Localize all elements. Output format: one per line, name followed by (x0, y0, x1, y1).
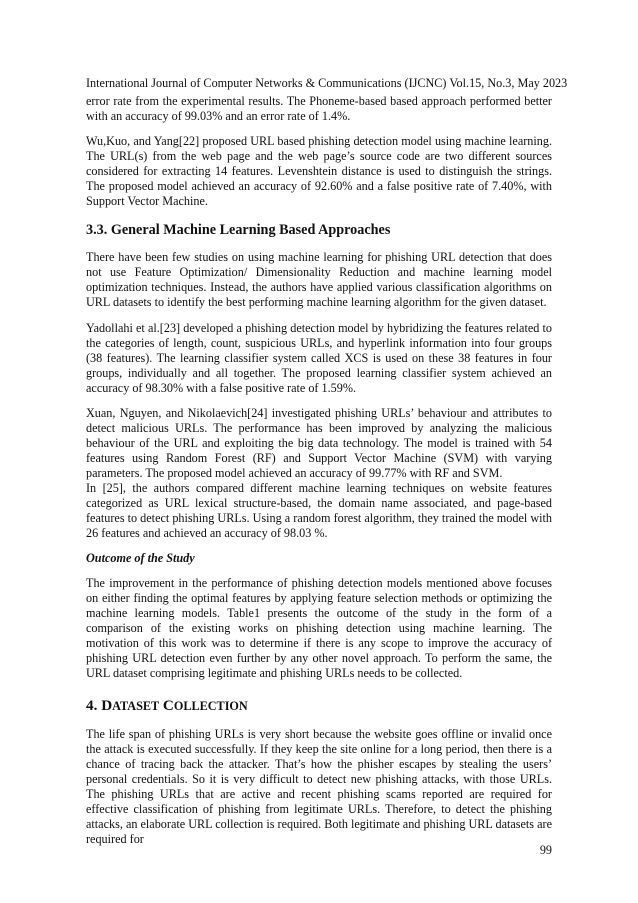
paragraph-outcome: The improvement in the performance of phishing detection models mentioned above focuses on either finding the optimal features by applying feature selection methods or optimizing the machine learning models. Table1 presents the outcome of the study in the form of a comparison of the existing works on phishing detection using machine learning. The motivation of this work was to determine if there is any scope to improve the accuracy of phishing URL detection even further by any other novel approach. To perform the same, the URL dataset comprising legitimate and phishing URLs needs to be collected. (86, 576, 552, 681)
page-number: 99 (539, 843, 552, 857)
subheading-outcome: Outcome of the Study (86, 551, 195, 566)
paragraph-xuan-nguyen: Xuan, Nguyen, and Nikolaevich[24] investigated phishing URLs’ behaviour and attributes to detect malicious URLs. The performance has been improved by analyzing the malicious behaviour of the URL and exploiting the big data technology. The model is trained with 54 features using Random Forest (RF) and Support Vector Machine (SVM) with varying parameters. The proposed model achieved an accuracy of 99.77% with RF and SVM. (86, 405, 552, 480)
paragraph-general-ml-intro: There have been few studies on using machine learning for phishing URL detection that does not use Feature Optimization/ Dimensionality Reduction and machine learning model optimization techniques. Instead, the authors have applied various classification algorithms on URL datasets to identify the best performing machine learning algorithm for the given dataset. (86, 250, 552, 310)
paragraph-dataset-collection: The life span of phishing URLs is very short because the website goes offline or invalid once the attack is executed successfully. If they keep the site online for a long period, then there is a chance of tracing back the attacker. That’s how the phisher escapes by stealing the users’ personal credentials. So it is very difficult to detect new phishing attacks, with those URLs. The phishing URLs that are active and recent phishing scams reported are required for effective classification of phishing from legitimate URLs. Therefore, to detect the phishing attacks, an elaborate URL collection is required. Both legitimate and phishing URL datasets are required for (86, 726, 552, 846)
section-title: General Machine Learning Based Approaches (110, 222, 391, 239)
section-heading-3-3 (86, 222, 552, 239)
paragraph-yadollahi: Yadollahi et al.[23] developed a phishing detection model by hybridizing the features related to the categories of length, count, suspicious URLs, and hyperlink information into four groups (38 features). The learning classifier system called XCS is used on these 38 features in four groups, individually and all together. The proposed learning classifier system achieved an accuracy of 98.30% with a false positive rate of 1.59%. (86, 320, 552, 395)
section-number: 3.3. (86, 222, 108, 239)
paragraph-ref-25: In [25], the authors compared different machine learning techniques on website features categorized as URL lexical structure-based, the domain name associated, and page-based features to detect phishing URLs. Using a random forest algorithm, they trained the model with 26 features and achieved an accuracy of 98.03 %. (86, 480, 552, 541)
paragraph-wu-kuo-yang: Wu,Kuo, and Yang[22] proposed URL based phishing detection model using machine learning. The URL(s) from the web page and the web page’s source code are two different sources considered for extracting 14 features. Levenshtein distance is used to distinguish the strings. The proposed model achieved an accuracy of 92.60% and a false positive rate of 7.40%, with Support Vector Machine. (86, 134, 552, 209)
paragraph-phoneme-results: error rate from the experimental results. The Phoneme-based based approach performed better with an accuracy of 99.03% and an error rate of 1.4%. (86, 94, 552, 124)
section-heading-4: 4. DATASET COLLECTION (86, 696, 248, 714)
running-header: International Journal of Computer Networks & Communications (IJCNC) Vol.15, No.3, May 2023 (86, 76, 568, 90)
section-number: 4. (86, 696, 98, 714)
